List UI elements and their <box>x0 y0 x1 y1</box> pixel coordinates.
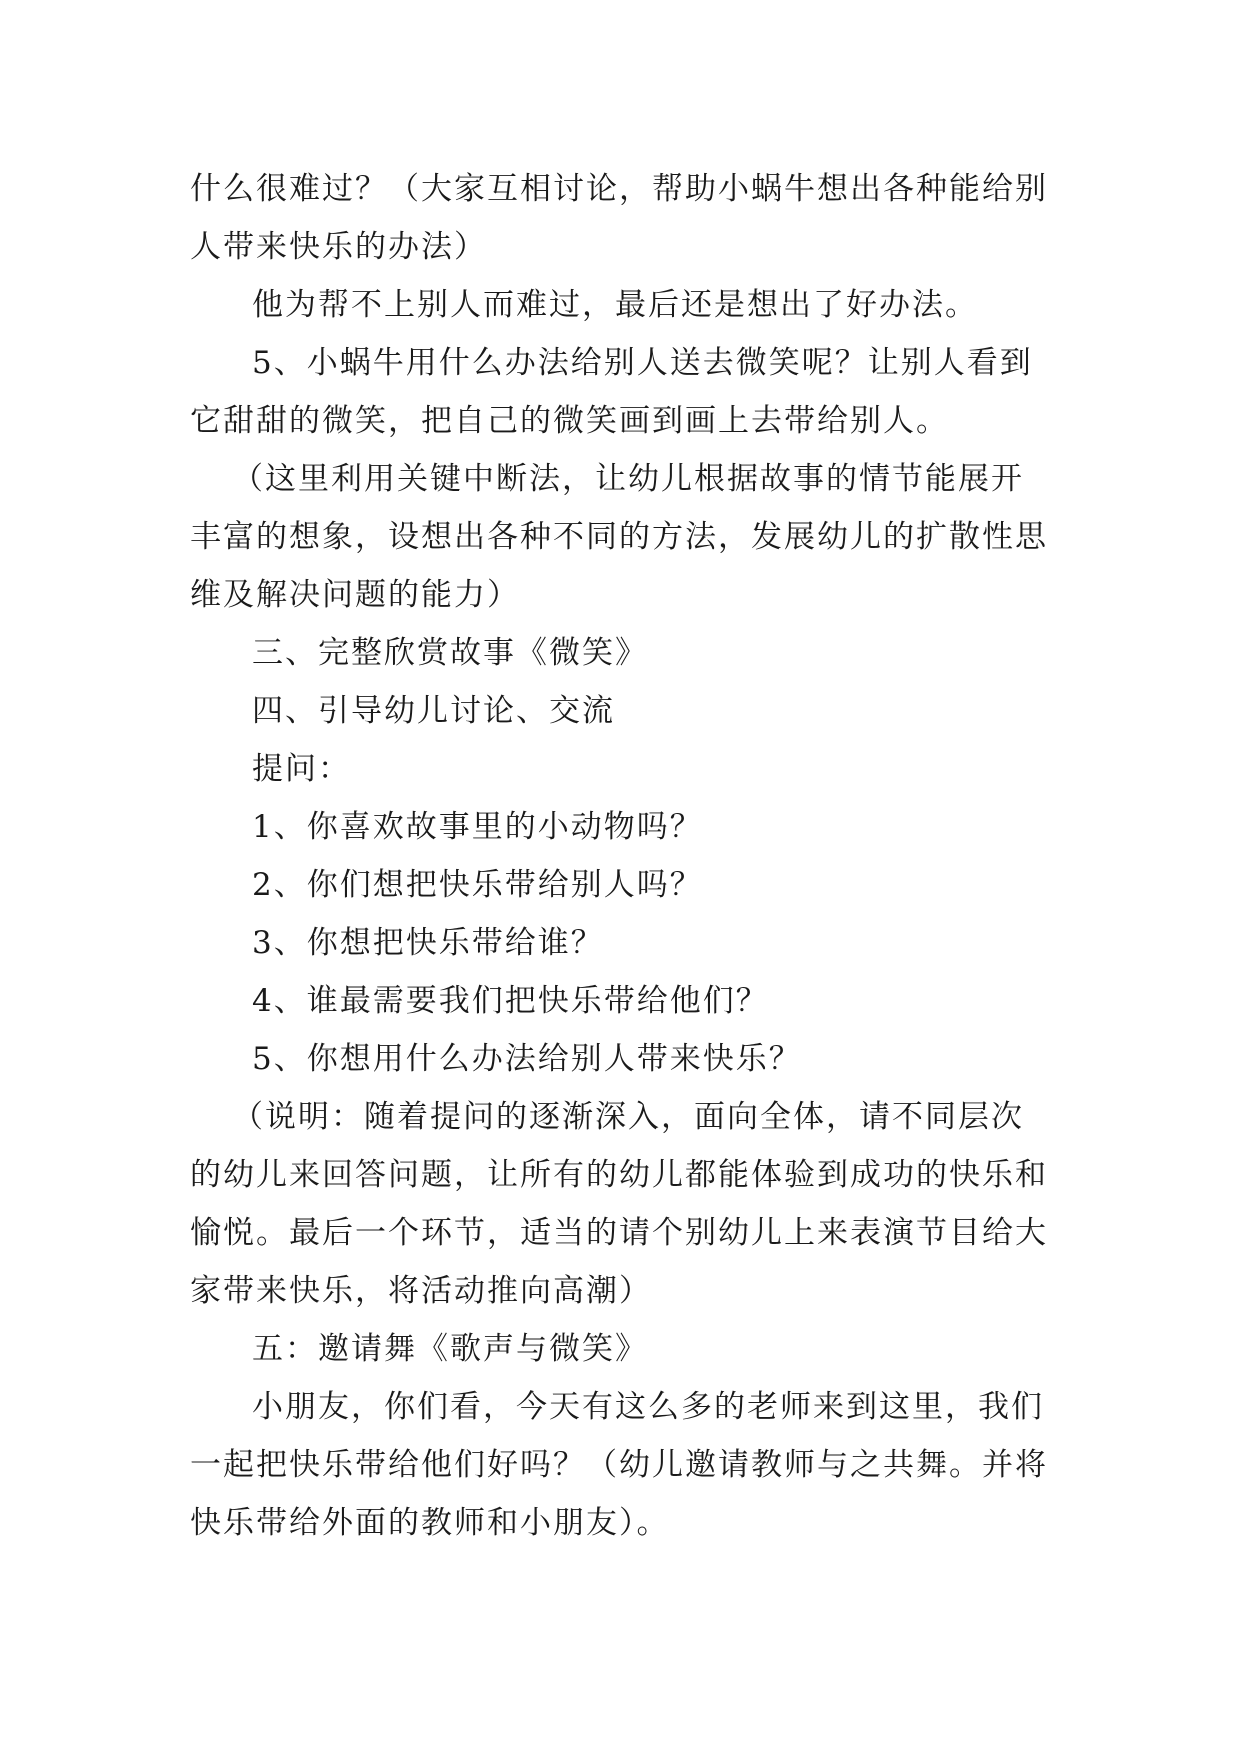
list-item: 1、你喜欢故事里的小动物吗？ <box>252 809 703 845</box>
list-item: 4、谁最需要我们把快乐带给他们？ <box>252 983 769 1019</box>
document-body <box>190 160 1052 1552</box>
text-line: 小朋友，你们看，今天有这么多的老师来到这里，我们 <box>252 1389 1044 1425</box>
text-line: 家带来快乐，将活动推向高潮） <box>190 1273 652 1309</box>
section-heading: 五：邀请舞《歌声与微笑》 <box>252 1331 648 1367</box>
text-line: 人带来快乐的办法） <box>190 229 487 265</box>
section-heading: 四、引导幼儿讨论、交流 <box>252 693 615 729</box>
section-heading: 三、完整欣赏故事《微笑》 <box>252 635 648 671</box>
text-line: 维及解决问题的能力） <box>190 577 520 613</box>
list-item: 2、你们想把快乐带给别人吗？ <box>252 867 703 903</box>
text-line: 5、小蜗牛用什么办法给别人送去微笑呢？让别人看到 <box>252 345 1033 381</box>
text-line: 一起把快乐带给他们好吗？（幼儿邀请教师与之共舞。并将 <box>190 1447 1048 1483</box>
text-line: 什么很难过？（大家互相讨论，帮助小蜗牛想出各种能给别 <box>190 171 1048 207</box>
text-line: 快乐带给外面的教师和小朋友）。 <box>190 1505 670 1541</box>
text-line: 它甜甜的微笑，把自己的微笑画到画上去带给别人。 <box>190 403 949 439</box>
text-line: （这里利用关键中断法，让幼儿根据故事的情节能展开 <box>232 461 1024 497</box>
list-item: 3、你想把快乐带给谁？ <box>252 925 604 961</box>
text-line: 提问： <box>252 751 351 787</box>
text-line: （说明：随着提问的逐渐深入，面向全体，请不同层次 <box>232 1099 1024 1135</box>
text-line: 他为帮不上别人而难过，最后还是想出了好办法。 <box>252 287 978 323</box>
text-line: 愉悦。最后一个环节，适当的请个别幼儿上来表演节目给大 <box>190 1215 1048 1251</box>
list-item: 5、你想用什么办法给别人带来快乐？ <box>252 1041 802 1077</box>
text-line: 的幼儿来回答问题，让所有的幼儿都能体验到成功的快乐和 <box>190 1157 1048 1193</box>
text-line: 丰富的想象，设想出各种不同的方法，发展幼儿的扩散性思 <box>190 519 1048 555</box>
